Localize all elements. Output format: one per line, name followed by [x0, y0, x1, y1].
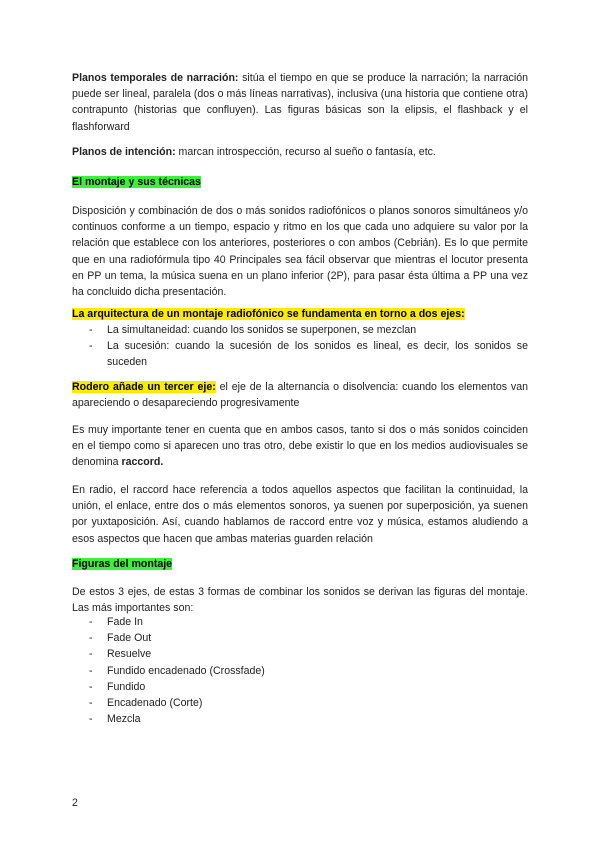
heading-arquitectura-container — [72, 306, 528, 322]
heading-montaje-container — [72, 174, 528, 190]
list-item-encadenado: - Encadenado (Corte) — [72, 695, 528, 711]
heading-figuras: Figuras del montaje — [72, 558, 173, 570]
list-item-fundido: - Fundido — [72, 679, 528, 695]
page-number: 2 — [72, 797, 78, 809]
text-planos-temporales: sitúa el tiempo en que se produce la narración; la narración puede ser lineal, paralela (dos o más líneas narrativas), inclusiva (una historia que contiene otra) contrapunto (historias que confluyen). Las figuras básicas son la elipsis, el flashback y el flashforward — [72, 72, 528, 133]
heading-figuras-container — [72, 556, 528, 572]
list-item-fade-out: - Fade Out — [72, 630, 528, 646]
term-raccord: raccord. — [121, 456, 164, 469]
list-item-resuelve: - Resuelve — [72, 646, 528, 662]
text-rodero: el eje de la alternancia o disolvencia: cuando los elementos van apareciendo o desapareciendo progresivamente — [72, 381, 528, 410]
heading-arquitectura: La arquitectura de un montaje radiofónico se fundamenta en torno a dos ejes: — [72, 308, 465, 320]
list-item-sucesion: - La sucesión: cuando la sucesión de los sonidos es lineal, es decir, los sonidos se suceden — [72, 338, 528, 370]
list-item-simultaneidad: - La simultaneidad: cuando los sonidos se superponen, se mezclan — [72, 322, 528, 338]
term-planos-intencion: Planos de intención: — [72, 146, 176, 158]
heading-montaje: El montaje y sus técnicas — [72, 176, 201, 188]
paragraph-planos-intencion — [72, 144, 528, 160]
paragraph-planos-temporales — [72, 70, 528, 135]
list-item-fundido-encadenado: - Fundido encadenado (Crossfade) — [72, 663, 528, 679]
list-ejes — [72, 322, 528, 371]
paragraph-raccord-intro — [72, 422, 528, 471]
text-raccord-intro: Es muy importante tener en cuenta que en ambos casos, tanto si dos o más sonidos coinciden en el tiempo como si aparecen uno tras otro, debe existir lo que en los medios audiovisuales se denomina — [72, 424, 528, 469]
term-planos-temporales: Planos temporales de narración: — [72, 72, 239, 84]
list-figuras — [72, 614, 528, 727]
paragraph-figuras-intro: De estos 3 ejes, de estas 3 formas de combinar los sonidos se derivan las figuras del montaje. Las más importantes son: — [72, 586, 528, 615]
list-item-fade-in: - Fade In — [72, 614, 528, 630]
paragraph-disposicion: Disposición y combinación de dos o más sonidos radiofónicos o planos sonoros simultáneos y/o continuos conforme a un tiempo, espacio y ritmo en los que cada uno adquiere su valor por la relación que establece con los anteriores, posteriores o con ambos (Cebrián). Es lo que permite que en una radiofórmula tipo 40 Principales sea fácil observar que mientras el locutor presenta en PP un tema, la música suena en un plano inferior (2P), para pasar ésta última a PP una vez ha concluido dicha presentación. — [72, 205, 528, 299]
paragraph-raccord-radio: En radio, el raccord hace referencia a todos aquellos aspectos que facilitan la continuidad, la unión, el enlace, entre dos o más elementos sonoros, ya suenen por superposición, ya suenen por yuxtaposición. Así, cuando hablamos de raccord entre voz y música, estamos aludiendo a esos aspectos que hacen que ambas materias guarden relación — [72, 484, 528, 545]
paragraph-rodero — [72, 379, 528, 411]
list-item-mezcla: - Mezcla — [72, 711, 528, 727]
text-planos-intencion: marcan introspección, recurso al sueño o fantasía, etc. — [175, 146, 436, 158]
term-rodero: Rodero añade un tercer eje: — [72, 381, 216, 393]
